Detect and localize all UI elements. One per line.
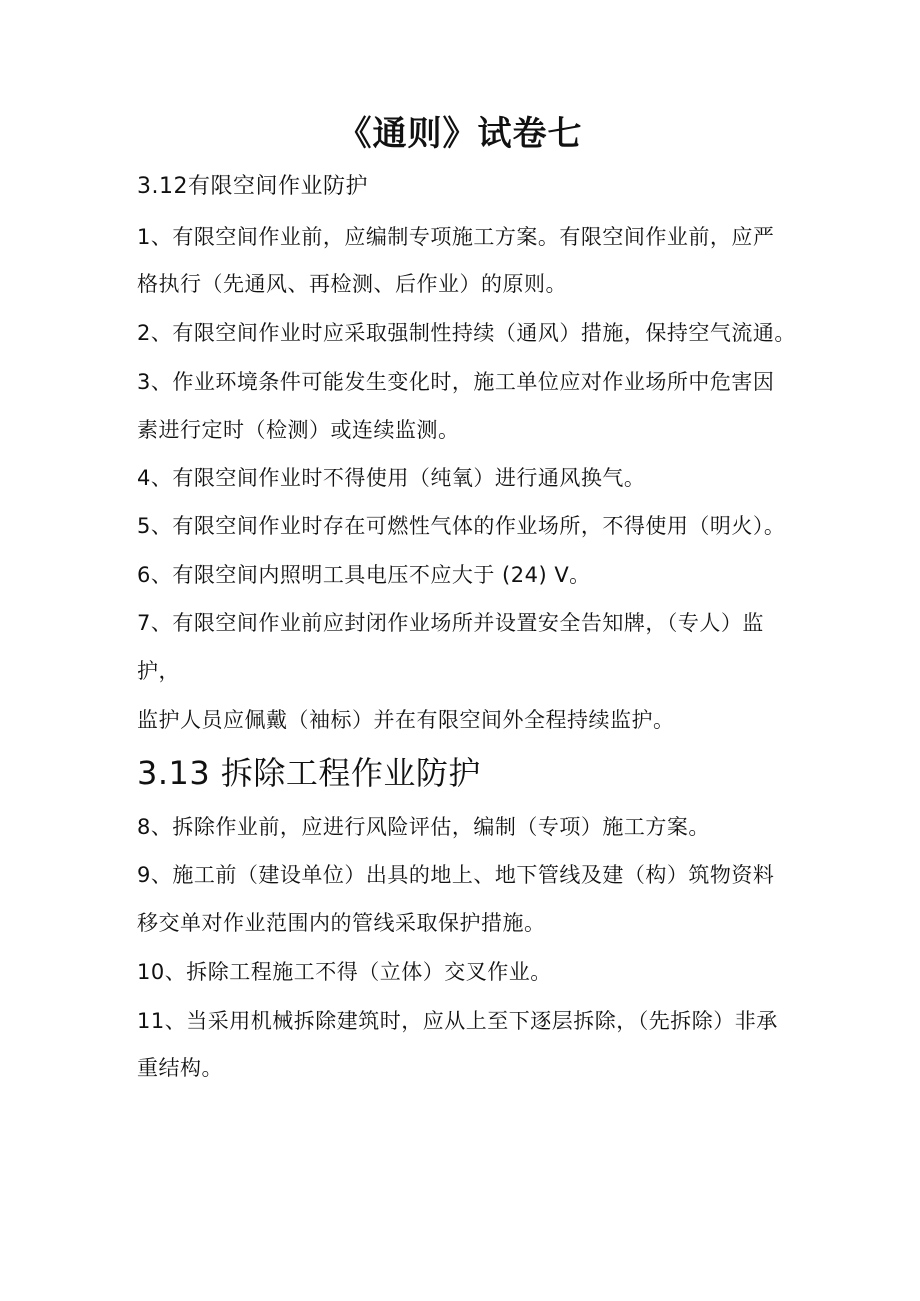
question-line: 1、有限空间作业前，应编制专项施工方案。有限空间作业前，应严: [137, 225, 775, 249]
question-line: 监护人员应佩戴（袖标）并在有限空间外全程持续监护。: [137, 708, 675, 732]
question-line: 移交单对作业范围内的管线采取保护措施。: [137, 911, 546, 935]
question-line: 7、有限空间作业前应封闭作业场所并设置安全告知牌，（专人）监: [137, 611, 764, 635]
question-line: 8、拆除作业前，应进行风险评估，编制（专项）施工方案。: [137, 815, 710, 839]
question-line: 护，: [137, 659, 180, 683]
question-line: 5、有限空间作业时存在可燃性气体的作业场所，不得使用（明火）。: [137, 514, 786, 538]
question-line: 2、有限空间作业时应采取强制性持续（通风）措施，保持空气流通。: [137, 321, 796, 345]
question-line: 10、拆除工程施工不得（立体）交叉作业。: [137, 960, 552, 984]
section-heading-3-13: 3.13 拆除工程作业防护: [137, 754, 481, 792]
question-line: 素进行定时（检测）或连续监测。: [137, 418, 460, 442]
question-line: 4、有限空间作业时不得使用（纯氧）进行通风换气。: [137, 466, 646, 490]
question-line: 9、施工前（建设单位）出具的地上、地下管线及建（构）筑物资料: [137, 863, 775, 887]
question-line: 6、有限空间内照明工具电压不应大于 (24) V。: [137, 563, 591, 587]
document-title: 《通则》试卷七: [337, 114, 583, 154]
question-line: 格执行（先通风、再检测、后作业）的原则。: [137, 272, 567, 296]
section-heading-3-12: 3.12有限空间作业防护: [137, 174, 368, 199]
question-line: 重结构。: [137, 1056, 223, 1080]
question-line: 11、当采用机械拆除建筑时，应从上至下逐层拆除，（先拆除）非承: [137, 1009, 778, 1033]
question-line: 3、作业环境条件可能发生变化时，施工单位应对作业场所中危害因: [137, 370, 775, 394]
